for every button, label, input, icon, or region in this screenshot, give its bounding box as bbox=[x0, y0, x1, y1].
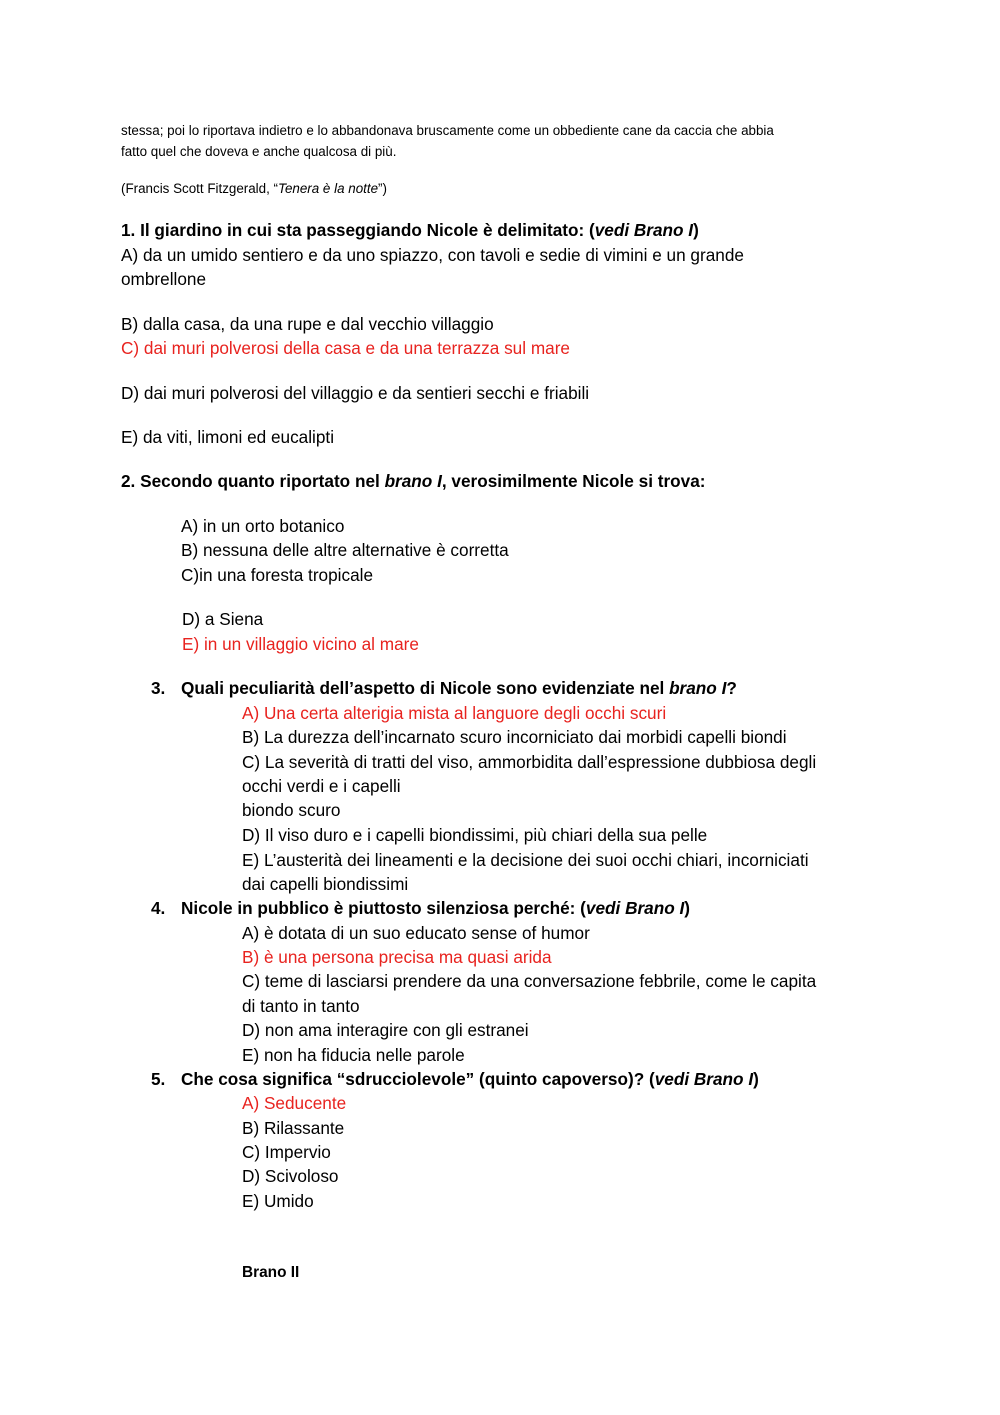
answer-option-continued: biondo scuro bbox=[242, 800, 341, 820]
question-close: ? bbox=[726, 678, 737, 698]
answer-option: D) dai muri polverosi del villaggio e da sentieri secchi e friabili bbox=[121, 383, 590, 403]
question-text-end: , verosimilmente Nicole si trova: bbox=[441, 471, 706, 491]
question-reference: vedi Brano I bbox=[585, 898, 685, 918]
answer-option: D) a Siena bbox=[182, 609, 264, 629]
answer-option-continued: dai capelli biondissimi bbox=[242, 874, 409, 894]
answer-option: C) Impervio bbox=[242, 1142, 331, 1162]
answer-option: B) dalla casa, da una rupe e dal vecchio villaggio bbox=[121, 314, 494, 334]
answer-option: A) è dotata di un suo educato sense of humor bbox=[242, 923, 590, 943]
answer-option: B) Rilassante bbox=[242, 1118, 345, 1138]
answer-option: C) teme di lasciarsi prendere da una conversazione febbrile, come le capita bbox=[242, 971, 817, 991]
answer-option-continued: occhi verdi e i capelli bbox=[242, 776, 401, 796]
answer-option: C)in una foresta tropicale bbox=[181, 565, 374, 585]
answer-option: D) non ama interagire con gli estranei bbox=[242, 1020, 529, 1040]
question-text: 1. Il giardino in cui sta passeggiando Nicole è delimitato: ( bbox=[121, 220, 595, 240]
question-4-number: 4. bbox=[151, 898, 166, 918]
correct-answer-option: C) dai muri polverosi della casa e da una terrazza sul mare bbox=[121, 338, 570, 358]
source-title: Tenera è la notte bbox=[278, 181, 379, 196]
question-reference: vedi Brano I bbox=[654, 1069, 754, 1089]
question-4 bbox=[181, 898, 690, 918]
answer-option: D) Scivoloso bbox=[242, 1166, 339, 1186]
answer-option: D) Il viso duro e i capelli biondissimi, più chiari della sua pelle bbox=[242, 825, 708, 845]
correct-answer-option: B) è una persona precisa ma quasi arida bbox=[242, 947, 552, 967]
correct-answer-option: E) in un villaggio vicino al mare bbox=[182, 634, 419, 654]
source-suffix: ”) bbox=[378, 181, 387, 196]
question-1 bbox=[121, 220, 699, 240]
question-close: ) bbox=[753, 1069, 759, 1089]
answer-option: C) La severità di tratti del viso, ammorbidita dall’espressione dubbiosa degli bbox=[242, 752, 817, 772]
question-text: 2. Secondo quanto riportato nel bbox=[121, 471, 385, 491]
answer-option: E) da viti, limoni ed eucalipti bbox=[121, 427, 335, 447]
question-text: Che cosa significa “sdrucciolevole” (quinto capoverso)? ( bbox=[181, 1069, 655, 1089]
question-text: Nicole in pubblico è piuttosto silenziosa perché: ( bbox=[181, 898, 586, 918]
question-5 bbox=[181, 1069, 759, 1089]
question-text: Quali peculiarità dell’aspetto di Nicole sono evidenziate nel bbox=[181, 678, 670, 698]
passage-text-line: fatto quel che doveva e anche qualcosa di più. bbox=[121, 144, 397, 159]
answer-option-continued: ombrellone bbox=[121, 269, 207, 289]
question-reference: brano I bbox=[384, 471, 442, 491]
question-2 bbox=[121, 471, 706, 491]
passage-text-line: stessa; poi lo riportava indietro e lo abbandonava bruscamente come un obbediente cane da caccia che abbia bbox=[121, 123, 774, 138]
source-prefix: (Francis Scott Fitzgerald, “ bbox=[121, 181, 279, 196]
section-heading: Brano II bbox=[242, 1264, 300, 1281]
answer-option: A) da un umido sentiero e da uno spiazzo, con tavoli e sedie di vimini e un grande bbox=[121, 245, 744, 265]
question-3-number: 3. bbox=[151, 678, 166, 698]
answer-option: B) La durezza dell’incarnato scuro incorniciato dai morbidi capelli biondi bbox=[242, 727, 787, 747]
answer-option-continued: di tanto in tanto bbox=[242, 996, 360, 1016]
passage-source bbox=[121, 181, 387, 197]
question-5-number: 5. bbox=[151, 1069, 166, 1089]
question-close: ) bbox=[684, 898, 691, 918]
correct-answer-option: A) Seducente bbox=[242, 1093, 347, 1113]
question-close: ) bbox=[693, 220, 699, 240]
answer-option: B) nessuna delle altre alternative è corretta bbox=[181, 540, 509, 560]
question-reference: brano I bbox=[669, 678, 727, 698]
answer-option: E) L’austerità dei lineamenti e la decisione dei suoi occhi chiari, incorniciati bbox=[242, 850, 809, 870]
question-3 bbox=[181, 678, 737, 698]
question-reference: vedi Brano I bbox=[594, 220, 694, 240]
correct-answer-option: A) Una certa alterigia mista al languore degli occhi scuri bbox=[242, 703, 667, 723]
answer-option: E) non ha fiducia nelle parole bbox=[242, 1045, 465, 1065]
answer-option: E) Umido bbox=[242, 1191, 314, 1211]
answer-option: A) in un orto botanico bbox=[181, 516, 345, 536]
